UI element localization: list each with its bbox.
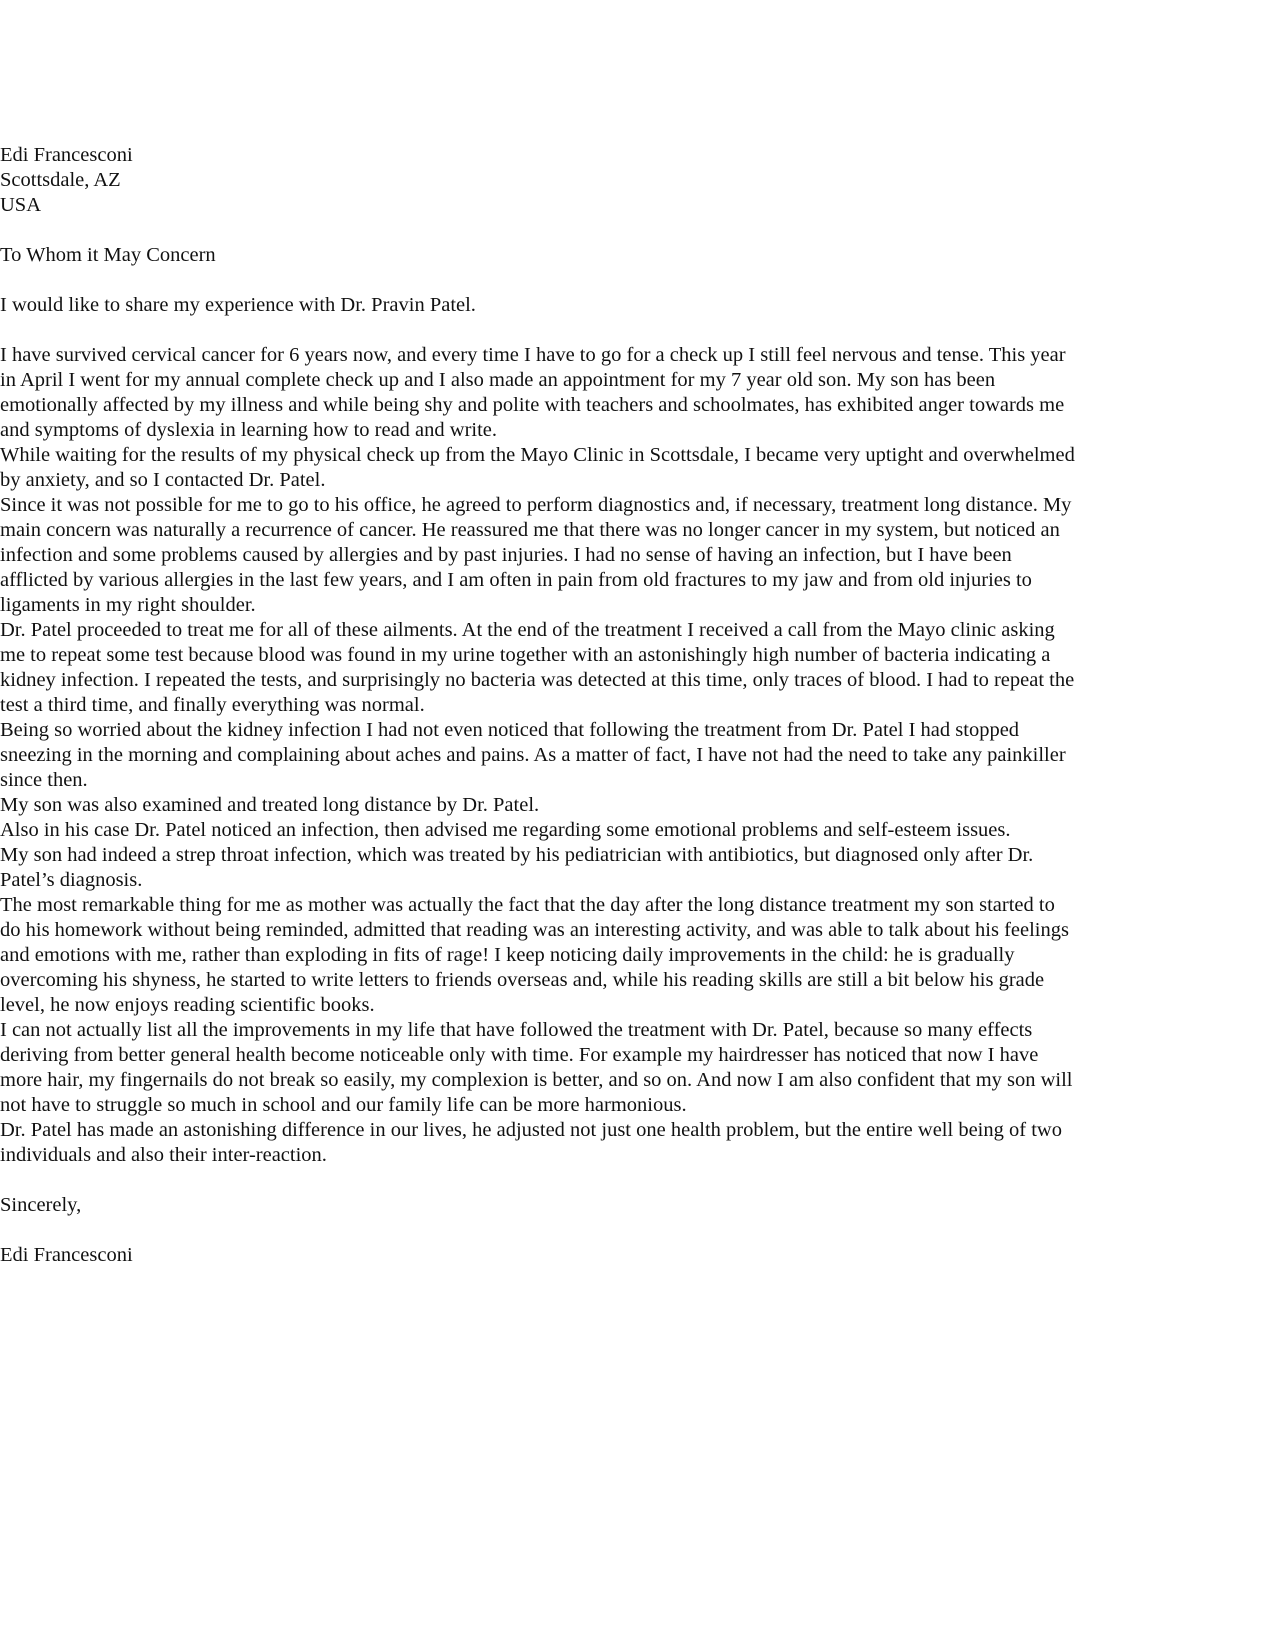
sender-city: Scottsdale, AZ bbox=[0, 169, 121, 191]
body-paragraph: Since it was not possible for me to go to his office, he agreed to perform diagnostics and, if necessary, treatment long distance. My main concern was naturally a recurrence of cancer. He reassured me that there was no longer cancer in my system, but noticed an infection and some problems caused by allergies and by past injuries. I had no sense of having an infection, but I have been afflicted by various allergies in the last few years, and I am often in pain from old fractures to my jaw and from old injuries to ligaments in my right shoulder. bbox=[0, 494, 1072, 616]
sender-country: USA bbox=[0, 194, 42, 216]
spacer bbox=[0, 218, 1080, 243]
body-paragraph: Dr. Patel has made an astonishing difference in our lives, he adjusted not just one health problem, but the entire well being of two individuals and also their inter-reaction. bbox=[0, 1119, 1062, 1166]
body-paragraph: My son had indeed a strep throat infection, which was treated by his pediatrician with antibiotics, but diagnosed only after Dr. Patel’s diagnosis. bbox=[0, 844, 1034, 891]
salutation: To Whom it May Concern bbox=[0, 244, 216, 266]
letter-body bbox=[0, 343, 1080, 1168]
spacer bbox=[0, 268, 1080, 293]
spacer bbox=[0, 1168, 1080, 1193]
sender-name: Edi Francesconi bbox=[0, 144, 133, 166]
body-paragraph: Being so worried about the kidney infection I had not even noticed that following the treatment from Dr. Patel I had stopped sneezing in the morning and complaining about aches and pains. As a matter of fact, I have not had the need to take any painkiller since then. bbox=[0, 719, 1066, 791]
body-paragraph: Also in his case Dr. Patel noticed an infection, then advised me regarding some emotional problems and self-esteem issues. bbox=[0, 819, 1011, 841]
spacer bbox=[0, 318, 1080, 343]
letter-page bbox=[0, 143, 1080, 1268]
body-paragraph: My son was also examined and treated long distance by Dr. Patel. bbox=[0, 794, 540, 816]
body-paragraph: While waiting for the results of my physical check up from the Mayo Clinic in Scottsdale, I became very uptight and overwhelmed by anxiety, and so I contacted Dr. Patel. bbox=[0, 444, 1075, 491]
signature-name: Edi Francesconi bbox=[0, 1244, 133, 1266]
intro-line: I would like to share my experience with Dr. Pravin Patel. bbox=[0, 294, 476, 316]
body-paragraph: I have survived cervical cancer for 6 years now, and every time I have to go for a check up I still feel nervous and tense. This year in April I went for my annual complete check up and I also made an appointment for my 7 year old son. My son has been emotionally affected by my illness and while being shy and polite with teachers and schoolmates, has exhibited anger towards me and symptoms of dyslexia in learning how to read and write. bbox=[0, 344, 1066, 441]
closing: Sincerely, bbox=[0, 1194, 82, 1216]
body-paragraph: I can not actually list all the improvements in my life that have followed the treatment with Dr. Patel, because so many effects deriving from better general health become noticeable only with time. For example my hairdresser has noticed that now I have more hair, my fingernails do not break so easily, my complexion is better, and so on. And now I am also confident that my son will not have to struggle so much in school and our family life can be more harmonious. bbox=[0, 1019, 1073, 1116]
spacer bbox=[0, 1218, 1080, 1243]
body-paragraph: The most remarkable thing for me as mother was actually the fact that the day after the long distance treatment my son started to do his homework without being reminded, admitted that reading was an interesting activity, and was able to talk about his feelings and emotions with me, rather than exploding in fits of rage! I keep noticing daily improvements in the child: he is gradually overcoming his shyness, he started to write letters to friends overseas and, while his reading skills are still a bit below his grade level, he now enjoys reading scientific books. bbox=[0, 894, 1069, 1016]
body-paragraph: Dr. Patel proceeded to treat me for all of these ailments. At the end of the treatment I received a call from the Mayo clinic asking me to repeat some test because blood was found in my urine together with an astonishingly high number of bacteria indicating a kidney infection. I repeated the tests, and surprisingly no bacteria was detected at this time, only traces of blood. I had to repeat the test a third time, and finally everything was normal. bbox=[0, 619, 1075, 716]
